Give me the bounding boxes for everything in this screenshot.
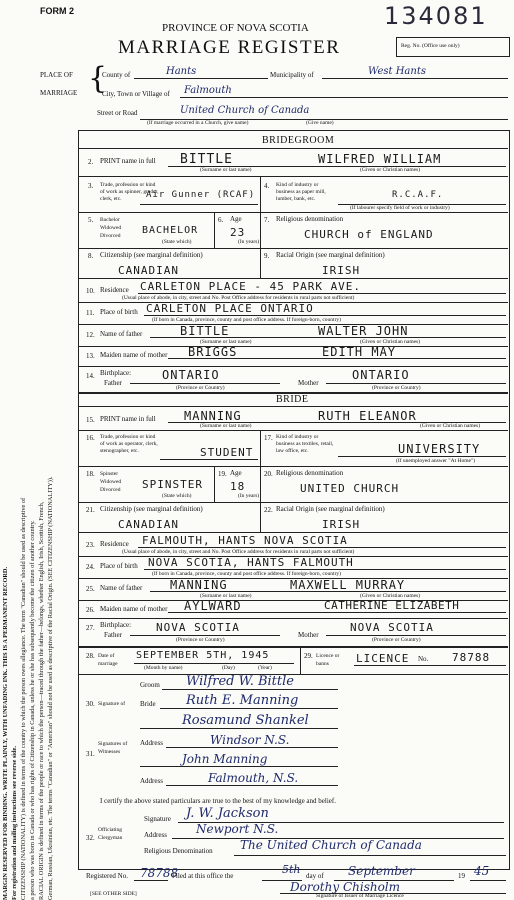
groom-residence: CARLETON PLACE - 45 PARK AVE. xyxy=(140,280,362,293)
witness2-signature: John Manning xyxy=(182,752,268,766)
industry-note: (If labourer specify field of work or industry) xyxy=(350,205,450,211)
field-number: 23. xyxy=(86,541,95,549)
residence-label: Residence xyxy=(100,286,129,294)
bride-signature: Ruth E. Manning xyxy=(186,693,299,708)
birthplace-parents-label: Birthplace: xyxy=(100,369,132,377)
bride-marital-label: Spinster Widowed Divorced xyxy=(100,471,122,493)
groom-father-given: WALTER JOHN xyxy=(318,324,409,338)
bride-trade: STUDENT xyxy=(200,446,254,459)
form-number: FORM 2 xyxy=(40,6,75,16)
groom-birthplace: CARLETON PLACE ONTARIO xyxy=(146,302,314,315)
groom-mother-given: EDITH MAY xyxy=(322,345,397,359)
licence-value: LICENCE xyxy=(356,652,410,665)
groom-mother-birth: ONTARIO xyxy=(352,368,410,382)
field-number: 9. xyxy=(264,252,270,260)
margin-citizenship-def-2: a person who was born in Canada or who has rights of Citizenship in Canada, unless he or she has subsequently become the citizen of another country. xyxy=(29,520,36,900)
bride-birthplace: NOVA SCOTIA, HANTS FALMOUTH xyxy=(148,556,354,569)
racial-label: Racial Origin (see marginal definition) xyxy=(276,505,385,513)
street-sub-label: (If marriage occurred in a Church, give name) xyxy=(147,120,249,126)
year-prefix: 19 xyxy=(458,872,465,880)
field-number: 31. xyxy=(86,750,95,758)
bride-industry-label: Kind of industry or business as textiles, retail, law office, etc. xyxy=(276,434,334,454)
residence-note: (Usual place of abode, in city, street and No. Post Office address for residents in rural parts not sufficient) xyxy=(122,549,355,555)
groom-citizenship: CANADIAN xyxy=(118,264,179,277)
bride-sig-label: Bride xyxy=(140,700,156,708)
field-number: 28. xyxy=(86,652,95,660)
citizenship-label: Citizenship (see marginal definition) xyxy=(100,251,203,259)
father-word: Father xyxy=(104,379,122,387)
state-which-note: (State which) xyxy=(162,493,192,499)
father-word: Father xyxy=(104,631,122,639)
residence-label: Residence xyxy=(100,540,129,548)
surname-note: (Surname or last name) xyxy=(200,593,252,599)
bride-racial: IRISH xyxy=(322,518,361,531)
date-label: Date of marriage xyxy=(98,653,118,667)
place-brace: { xyxy=(88,61,108,96)
bride-age: 18 xyxy=(230,480,246,493)
bride-industry: UNIVERSITY xyxy=(398,442,481,456)
groom-mother-surname: BRIGGS xyxy=(188,345,238,359)
filed-day: 5th xyxy=(282,863,301,876)
licence-no-label: No. xyxy=(418,655,429,663)
filed-label: Filed at this office the xyxy=(172,872,234,880)
field-number: 5. xyxy=(88,216,94,224)
surname-note: (Surname or last name) xyxy=(200,339,252,345)
day-note: (Day) xyxy=(222,665,235,671)
bride-father-surname: MANNING xyxy=(170,578,228,592)
city-label: City, Town or Village of xyxy=(102,90,170,98)
place-of-label: PLACE OF xyxy=(40,71,73,79)
issuer-signature: Dorothy Chisholm xyxy=(290,880,401,894)
mother-word: Mother xyxy=(298,379,319,387)
religion-label: Religious denomination xyxy=(276,469,344,477)
bride-mother-surname: AYLWARD xyxy=(184,599,242,613)
bride-heading: BRIDE xyxy=(276,394,309,405)
birthplace-parents-label: Birthplace: xyxy=(100,621,132,629)
field-number: 27. xyxy=(86,624,95,632)
margin-racial-def-2: German, Russian, Ukrainian, etc. The terms "Canadian" or "American" should not be used as descriptive of the Racial Origin. (SEE CITIZENSHIP (NATIONALITY)). xyxy=(47,476,54,900)
groom-age: 23 xyxy=(230,226,246,239)
year-note: (Year) xyxy=(258,665,272,671)
groom-religion: CHURCH of ENGLAND xyxy=(304,228,434,241)
field-number: 20. xyxy=(264,470,273,478)
filed-month: September xyxy=(348,864,415,878)
field-number: 11. xyxy=(86,309,95,317)
bride-father-given: MAXWELL MURRAY xyxy=(290,578,406,592)
bride-father-birth: NOVA SCOTIA xyxy=(156,621,240,634)
mother-word: Mother xyxy=(298,631,319,639)
street-value: United Church of Canada xyxy=(180,105,310,116)
signature-of-label: Signature of xyxy=(98,701,126,707)
field-number: 16. xyxy=(86,434,95,442)
groom-signature: Wilfred W. Bittle xyxy=(186,674,294,689)
bride-name-label: PRINT name in full xyxy=(100,415,156,423)
witness1-address: Windsor N.S. xyxy=(210,733,290,747)
surname-note: (Surname or last name) xyxy=(200,167,252,173)
give-name-note: (Give name) xyxy=(306,120,334,126)
licence-label: Licence or banns xyxy=(316,653,340,667)
registered-number: 78788 xyxy=(140,866,179,880)
residence-note: (Usual place of abode, in city, street and No. Post Office address for residents in rural parts not sufficient) xyxy=(122,295,355,301)
marriage-label: MARRIAGE xyxy=(40,89,78,97)
province-note: (Province or Country) xyxy=(176,637,225,643)
field-number: 21. xyxy=(86,506,95,514)
field-number: 12. xyxy=(86,331,95,339)
field-number: 7. xyxy=(264,216,270,224)
reg-no-box xyxy=(396,37,510,57)
bridegroom-heading: BRIDEGROOM xyxy=(262,135,335,146)
clergy-address-label: Address xyxy=(144,831,167,839)
groom-father-surname: BITTLE xyxy=(180,324,230,338)
province-note: (Province or Country) xyxy=(372,637,421,643)
witness2-address: Falmouth, N.S. xyxy=(208,771,299,785)
groom-industry: R.C.A.F. xyxy=(392,190,444,200)
margin-binding-note: MARGIN RESERVED FOR BINDING. WRITE PLAINLY, WITH UNFADING INK. THIS IS A PERMANENT RECORD. xyxy=(2,566,9,900)
field-number: 25. xyxy=(86,585,95,593)
county-value: Hants xyxy=(166,66,197,77)
city-value: Falmouth xyxy=(184,85,232,96)
province-note: (Province or Country) xyxy=(176,385,225,391)
in-years-note: (In years) xyxy=(238,239,260,245)
bride-given: RUTH ELEANOR xyxy=(318,409,417,423)
given-note: (Given or Christian names) xyxy=(360,339,421,345)
state-which-note: (State which) xyxy=(162,239,192,245)
groom-racial: IRISH xyxy=(322,264,361,277)
mother-label: Maiden name of mother xyxy=(100,351,168,359)
field-number: 32. xyxy=(86,834,95,842)
bride-religion: UNITED CHURCH xyxy=(300,482,400,495)
groom-sig-label: Groom xyxy=(140,681,160,689)
filed-year: 45 xyxy=(474,864,490,878)
issuer-note: Signature of Issuer of Marriage Licence xyxy=(316,893,404,899)
margin-citizenship-def-1: CITIZENSHIP (NATIONALITY) is defined in terms of the country to which the person owes allegiance. The term "Canadian" should be used as descriptive of xyxy=(20,497,27,900)
municipality-label: Municipality of xyxy=(270,71,314,79)
citizenship-label: Citizenship (see marginal definition) xyxy=(100,505,203,513)
groom-given: WILFRED WILLIAM xyxy=(318,152,442,166)
groom-name-label: PRINT name in full xyxy=(100,157,156,165)
birthplace-label: Place of birth xyxy=(100,562,138,570)
given-note: (Given or Christian names) xyxy=(420,423,481,429)
age-label: Age xyxy=(230,215,242,223)
registered-label: Registered No. xyxy=(86,872,128,880)
bride-residence: FALMOUTH, HANTS NOVA SCOTIA xyxy=(142,534,348,547)
bride-marital: SPINSTER xyxy=(142,478,203,491)
religious-denomination-label: Religious Denomination xyxy=(144,847,213,855)
surname-note: (Surname or last name) xyxy=(200,423,252,429)
licence-number: 78788 xyxy=(452,651,491,664)
province-heading: PROVINCE OF NOVA SCOTIA xyxy=(162,22,309,34)
main-form-box xyxy=(78,130,510,870)
marriage-date: SEPTEMBER 5TH, 1945 xyxy=(136,650,270,661)
field-number: 13. xyxy=(86,352,95,360)
given-note: (Given or Christian names) xyxy=(360,593,421,599)
birthplace-note: (If born in Canada, province, county and post office address. If foreign-born, country) xyxy=(152,571,341,577)
day-of-label: day of xyxy=(306,872,324,880)
field-number: 15. xyxy=(86,416,95,424)
county-label: County of xyxy=(102,71,131,79)
groom-marital-label: Bachelor Widowed Divorced xyxy=(100,217,122,239)
birthplace-note: (If born in Canada, province, county and post office address. If foreign-born, country) xyxy=(152,317,341,323)
field-number: 14. xyxy=(86,372,95,380)
age-label: Age xyxy=(230,469,242,477)
given-note: (Given or Christian names) xyxy=(360,167,421,173)
field-number: 24. xyxy=(86,563,95,571)
groom-industry-label: Kind of industry or business as paper mill, lumber, bank, etc. xyxy=(276,182,326,202)
field-number: 2. xyxy=(88,158,94,166)
witness-label: Signatures of Witnesses xyxy=(98,741,128,755)
province-note: (Province or Country) xyxy=(372,385,421,391)
bride-mother-birth: NOVA SCOTIA xyxy=(350,621,434,634)
month-note: (Month by name) xyxy=(144,665,183,671)
field-number: 26. xyxy=(86,606,95,614)
bride-mother-given: CATHERINE ELIZABETH xyxy=(324,599,460,612)
bride-surname: MANNING xyxy=(184,409,242,423)
clergy-signature: J. W. Jackson xyxy=(186,806,269,821)
margin-racial-def-1: RACIAL ORIGIN is defined in terms of the people or race to which the person—traced through the father—belongs, whether English, Irish, Scottish, French, xyxy=(38,501,45,900)
certify-statement: I certify the above stated particulars are true to the best of my knowledge and belief. xyxy=(100,797,336,805)
clergy-denomination: The United Church of Canada xyxy=(240,838,422,852)
industry-note: (If unemployed answer "At Home") xyxy=(396,458,476,464)
address2-label: Address xyxy=(140,777,163,785)
father-label: Name of father xyxy=(100,330,143,338)
see-other-side: [SEE OTHER SIDE] xyxy=(90,891,137,897)
field-number: 22. xyxy=(264,506,273,514)
religion-label: Religious denomination xyxy=(276,215,344,223)
field-number: 17. xyxy=(264,434,273,442)
field-number: 19. xyxy=(218,470,227,478)
field-number: 30. xyxy=(86,700,95,708)
bride-trade-label: Trade, profession or kind of work as operator, clerk, stenographer, etc. xyxy=(100,434,158,454)
clergy-signature-label: Signature xyxy=(144,815,171,823)
groom-surname: BITTLE xyxy=(180,152,233,167)
field-number: 18. xyxy=(86,470,95,478)
field-number: 29. xyxy=(304,652,313,660)
field-number: 6. xyxy=(218,216,224,224)
street-label: Street or Road xyxy=(97,109,138,117)
groom-marital: BACHELOR xyxy=(142,225,199,236)
officiating-label: Officiating Clergyman xyxy=(98,827,123,841)
municipality-value: West Hants xyxy=(368,66,426,77)
mother-label: Maiden name of mother xyxy=(100,605,168,613)
groom-trade: Air Gunner (RCAF) xyxy=(146,190,256,200)
in-years-note: (In years) xyxy=(238,493,260,499)
groom-father-birth: ONTARIO xyxy=(162,368,220,382)
clergy-address: Newport N.S. xyxy=(196,822,279,836)
witness1-signature: Rosamund Shankel xyxy=(182,713,309,728)
register-handwritten-number: 134081 xyxy=(384,2,488,30)
form-title: MARRIAGE REGISTER xyxy=(118,37,341,58)
margin-mailing-note: For registration and mailing instructions see reverse side. xyxy=(11,746,18,900)
racial-label: Racial Origin (see marginal definition) xyxy=(276,251,385,259)
address1-label: Address xyxy=(140,739,163,747)
groom-trade-label: Trade, profession or kind of work as spinner, grader, clerk, etc. xyxy=(100,182,159,202)
bride-citizenship: CANADIAN xyxy=(118,518,179,531)
father-label: Name of father xyxy=(100,584,143,592)
field-number: 4. xyxy=(264,182,270,190)
birthplace-label: Place of birth xyxy=(100,308,138,316)
field-number: 8. xyxy=(88,252,94,260)
field-number: 3. xyxy=(88,182,94,190)
reg-no-label: Reg. No. (Office use only) xyxy=(401,43,460,49)
field-number: 10. xyxy=(86,287,95,295)
